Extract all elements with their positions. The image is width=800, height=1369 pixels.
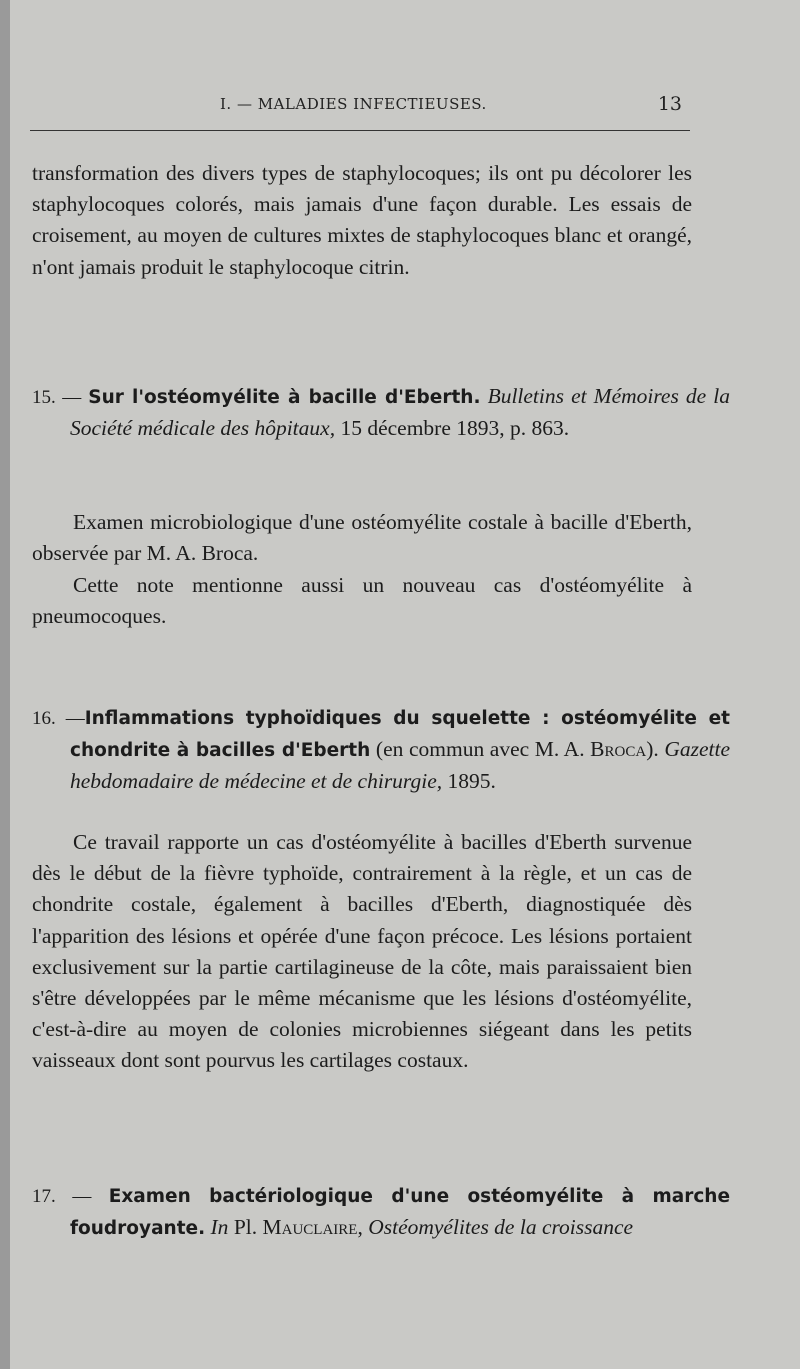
page-number: 13 — [657, 93, 682, 115]
entry-journal: Bulletins et Mémoires de la Société médicale des hôpitaux, — [70, 384, 731, 441]
entry-in: In — [210, 1215, 229, 1240]
paragraph-continuation: transformation des divers types de staphylocoques; ils ont pu décolorer les staphylocoques colorés, mais jamais d'une façon durable. Les essais de croisement, au moyen de cultures mixtes de staphylocoques blanc et orangé, n'ont jamais produit le staphylocoque citrin. — [32, 161, 692, 279]
bibliography-entry-15 — [32, 381, 730, 444]
entry-16-paragraph: Ce travail rapporte un cas d'ostéomyélite à bacilles d'Eberth survenue dès le début de la fièvre typhoïde, contrairement à la règle, et un cas de chondrite costale, également à bacilles d'Eberth, diagnostiquée dès l'apparition des lésions et opérée d'une façon précoce. Les lésions portaient exclusivement sur la partie cartilagineuse de la côte, mais paraissaient bien s'être développées par le même mécanisme que les lésions d'ostéomyélite, c'est-à-dire au moyen de colonies microbiennes siégeant dans les petits vaisseaux dont sont pourvus les cartilages costaux. — [32, 830, 692, 1073]
entry-15-paragraph-1: Examen microbiologique d'une ostéomyélite costale à bacille d'Eberth, observée par M. A. Broca. — [32, 510, 692, 566]
entry-coauthor-suffix: ). — [646, 737, 659, 762]
entry-title: Examen bactériologique d'une ostéomyélite à marche foudroyante. — [70, 1186, 731, 1240]
bibliography-entry-16 — [32, 702, 730, 798]
document-page — [10, 0, 800, 1369]
entry-author-initial: Pl. — [233, 1215, 263, 1240]
entry-journal: Gazette hebdomadaire de médecine et de chirurgie, — [70, 737, 731, 794]
entry-date: 15 décembre 1893, p. 863. — [340, 416, 570, 441]
entry-author-name: Mauclaire, — [262, 1215, 363, 1240]
entry-work: Ostéomyélites de la croissance — [368, 1215, 634, 1240]
header-rule — [30, 130, 690, 131]
entry-coauthor-name: Broca — [590, 737, 647, 762]
entry-title: Inflammations typhoïdiques du squelette : ostéomyélite et chondrite à bacilles d'Eberth — [70, 708, 730, 762]
entry-title: Sur l'ostéomyélite à bacille d'Eberth. — [88, 387, 481, 408]
bibliography-entry-17 — [32, 1180, 730, 1244]
entry-year: 1895. — [447, 769, 496, 794]
entry-15-paragraph-2: Cette note mentionne aussi un nouveau cas d'ostéomyélite à pneumocoques. — [32, 573, 692, 629]
page-header — [10, 95, 800, 117]
entry-number: 16. — — [32, 708, 85, 729]
entry-number: 17. — — [32, 1186, 92, 1207]
entry-coauthor-prefix: (en commun avec M. A. — [375, 737, 591, 762]
running-title: I. — MALADIES INFECTIEUSES. — [220, 95, 487, 113]
entry-number: 15. — — [32, 387, 82, 408]
